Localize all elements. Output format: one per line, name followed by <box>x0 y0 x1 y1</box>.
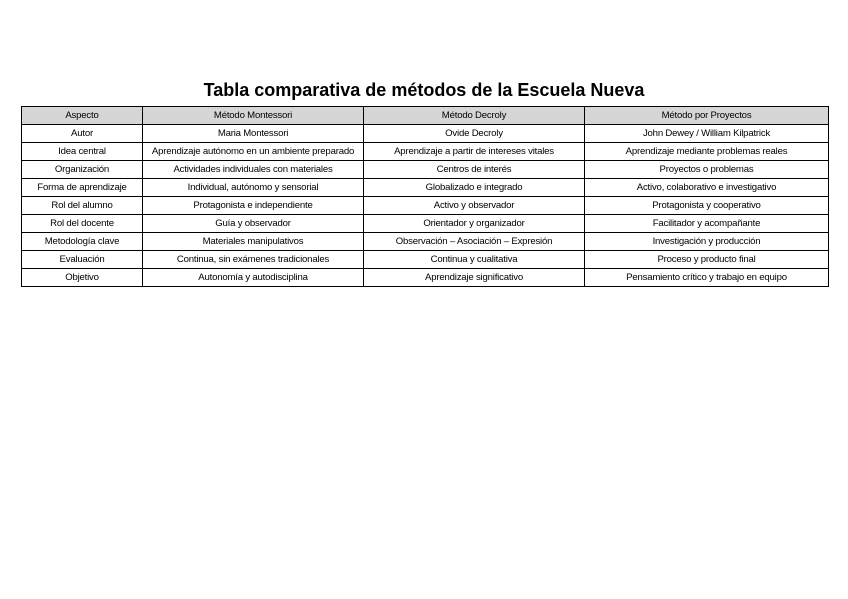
table-cell: Aprendizaje significativo <box>364 269 585 287</box>
header-cell-aspecto: Aspecto <box>22 107 143 125</box>
table-cell: Facilitador y acompañante <box>585 215 829 233</box>
table-cell: Forma de aprendizaje <box>22 179 143 197</box>
table-row <box>22 197 829 215</box>
table-cell: John Dewey / William Kilpatrick <box>585 125 829 143</box>
page-title: Tabla comparativa de métodos de la Escuela Nueva <box>203 80 645 100</box>
table-cell: Individual, autónomo y sensorial <box>143 179 364 197</box>
table-cell: Evaluación <box>22 251 143 269</box>
table-cell: Orientador y organizador <box>364 215 585 233</box>
table-cell: Activo, colaborativo e investigativo <box>585 179 829 197</box>
table-row <box>22 179 829 197</box>
table-cell: Autor <box>22 125 143 143</box>
table-cell: Proceso y producto final <box>585 251 829 269</box>
table-cell: Metodología clave <box>22 233 143 251</box>
table-cell: Aprendizaje autónomo en un ambiente preparado <box>143 143 364 161</box>
table-row <box>22 125 829 143</box>
table-cell: Protagonista y cooperativo <box>585 197 829 215</box>
header-cell-montessori: Método Montessori <box>143 107 364 125</box>
table-cell: Activo y observador <box>364 197 585 215</box>
table-cell: Globalizado e integrado <box>364 179 585 197</box>
table-row <box>22 233 829 251</box>
table-cell: Observación – Asociación – Expresión <box>364 233 585 251</box>
header-cell-decroly: Método Decroly <box>364 107 585 125</box>
table-cell: Proyectos o problemas <box>585 161 829 179</box>
table-cell: Centros de interés <box>364 161 585 179</box>
table-cell: Investigación y producción <box>585 233 829 251</box>
table-cell: Continua, sin exámenes tradicionales <box>143 251 364 269</box>
table-cell: Maria Montessori <box>143 125 364 143</box>
table-row <box>22 215 829 233</box>
comparison-table <box>21 106 829 287</box>
table-cell: Pensamiento crítico y trabajo en equipo <box>585 269 829 287</box>
table-cell: Objetivo <box>22 269 143 287</box>
table-cell: Guía y observador <box>143 215 364 233</box>
table-row <box>22 269 829 287</box>
table-cell: Idea central <box>22 143 143 161</box>
table-cell: Ovide Decroly <box>364 125 585 143</box>
table-cell: Autonomía y autodisciplina <box>143 269 364 287</box>
table-cell: Aprendizaje mediante problemas reales <box>585 143 829 161</box>
table-cell: Aprendizaje a partir de intereses vitales <box>364 143 585 161</box>
table-header-row <box>22 107 829 125</box>
table-cell: Rol del docente <box>22 215 143 233</box>
table-row <box>22 143 829 161</box>
table-cell: Materiales manipulativos <box>143 233 364 251</box>
header-cell-proyectos: Método por Proyectos <box>585 107 829 125</box>
table-cell: Protagonista e independiente <box>143 197 364 215</box>
table-cell: Actividades individuales con materiales <box>143 161 364 179</box>
table-cell: Organización <box>22 161 143 179</box>
table-cell: Continua y cualitativa <box>364 251 585 269</box>
table-row <box>22 251 829 269</box>
table-cell: Rol del alumno <box>22 197 143 215</box>
table-row <box>22 161 829 179</box>
